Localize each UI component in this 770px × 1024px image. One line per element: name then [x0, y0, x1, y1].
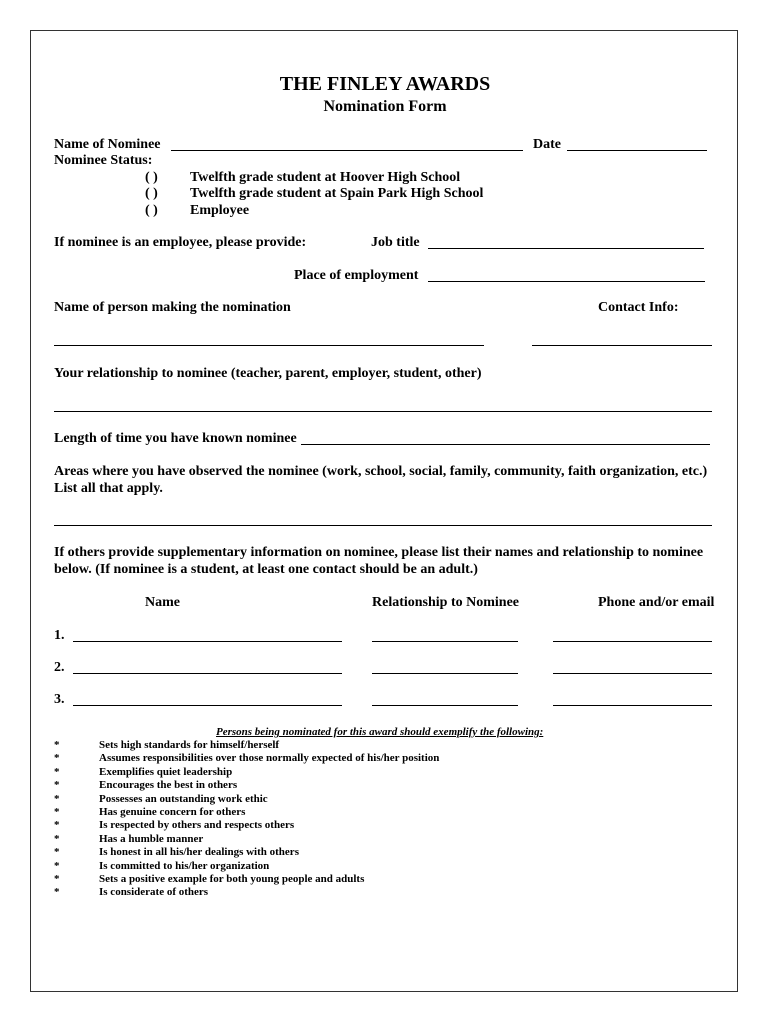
place-of-employment-field[interactable] [428, 267, 705, 281]
areas-label-line2: List all that apply. [54, 481, 163, 496]
criteria-text: Is considerate of others [99, 886, 209, 899]
bullet-star: * [54, 739, 60, 751]
contact-2-name-field[interactable] [73, 659, 342, 673]
contact-info-label: Contact Info: [598, 300, 679, 315]
areas-line [54, 525, 712, 526]
criteria-text: Has a humble manner [99, 832, 204, 845]
supplementary-label-line1: If others provide supplementary information on nominee, please list their names and relationship to nominee [54, 545, 704, 560]
contact-info-line [532, 345, 712, 346]
contact-2-phone-line [553, 673, 712, 674]
criteria-item [54, 793, 268, 806]
length-of-time-field[interactable] [301, 430, 710, 444]
contact-2-phone-field[interactable] [553, 659, 712, 673]
place-of-employment-line [428, 281, 705, 282]
criteria-item [54, 873, 364, 886]
contact-3-relationship-field[interactable] [372, 691, 518, 705]
contact-1-phone-field[interactable] [553, 627, 712, 641]
criteria-item [54, 886, 208, 899]
areas-field[interactable] [54, 511, 712, 525]
bullet-star: * [54, 792, 60, 805]
length-of-time-line [301, 444, 710, 445]
criteria-heading: Persons being nominated for this award should exemplify the following: [216, 726, 544, 738]
criteria-text: Sets high standards for himself/herself [99, 739, 280, 751]
job-title-field[interactable] [428, 234, 704, 248]
contact-3-relationship-line [372, 705, 518, 706]
nominator-line [54, 345, 484, 346]
supplementary-label-line2: below. (If nominee is a student, at least one contact should be an adult.) [54, 562, 478, 577]
contact-3-phone-line [553, 705, 712, 706]
criteria-item [54, 833, 203, 846]
bullet-star: * [54, 779, 60, 792]
criteria-text: Is respected by others and respects others [99, 819, 295, 832]
criteria-text: Is honest in all his/her dealings with others [99, 846, 299, 859]
criteria-item [54, 779, 237, 792]
job-title-label: Job title [371, 235, 420, 250]
bullet-star: * [54, 806, 60, 818]
contact-1-name-field[interactable] [73, 627, 342, 641]
status-checkbox-employee[interactable]: ( ) [145, 203, 158, 218]
criteria-text: Assumes responsibilities over those normally expected of his/her position [99, 752, 440, 765]
contact-3-name-line [73, 705, 342, 706]
nominee-name-line [171, 150, 523, 151]
employee-intro-label: If nominee is an employee, please provide: [54, 235, 307, 250]
status-option-spain-park: Twelfth grade student at Spain Park High School [190, 186, 484, 201]
relationship-label: Your relationship to nominee (teacher, parent, employer, student, other) [54, 366, 482, 381]
criteria-text: Sets a positive example for both young people and adults [99, 873, 365, 885]
contact-3-phone-field[interactable] [553, 691, 712, 705]
relationship-field[interactable] [54, 397, 712, 411]
areas-label-line1: Areas where you have observed the nominee (work, school, social, family, community, faith organization, etc.) [54, 464, 708, 479]
bullet-star: * [54, 873, 60, 885]
criteria-item [54, 806, 245, 819]
bullet-star: * [54, 832, 60, 845]
job-title-line [428, 248, 704, 249]
date-label: Date [533, 137, 561, 152]
criteria-text: Encourages the best in others [99, 779, 238, 792]
bullet-star: * [54, 859, 60, 872]
bullet-star: * [54, 819, 60, 832]
column-header-name: Name [145, 595, 180, 610]
nominator-label: Name of person making the nomination [54, 300, 291, 315]
criteria-item [54, 739, 279, 752]
criteria-text: Possesses an outstanding work ethic [99, 792, 268, 805]
criteria-item [54, 846, 299, 859]
criteria-item [54, 766, 232, 779]
criteria-item [54, 860, 269, 873]
criteria-text: Is committed to his/her organization [99, 859, 270, 872]
date-field[interactable] [567, 136, 707, 150]
criteria-text: Has genuine concern for others [99, 806, 246, 818]
date-line [567, 150, 707, 151]
contact-1-relationship-field[interactable] [372, 627, 518, 641]
nominator-field[interactable] [54, 331, 484, 345]
relationship-line [54, 411, 712, 412]
nominee-name-label: Name of Nominee [54, 137, 161, 152]
row-number-2: 2. [54, 660, 65, 675]
form-title: THE FINLEY AWARDS [279, 73, 491, 95]
status-option-employee: Employee [190, 203, 250, 218]
bullet-star: * [54, 765, 60, 778]
nominee-name-field[interactable] [171, 136, 523, 150]
contact-1-relationship-line [372, 641, 518, 642]
status-checkbox-hoover[interactable]: ( ) [145, 170, 158, 185]
nominee-status-label: Nominee Status: [54, 153, 153, 168]
place-of-employment-label: Place of employment [294, 268, 419, 283]
contact-3-name-field[interactable] [73, 691, 342, 705]
status-option-hoover: Twelfth grade student at Hoover High School [190, 170, 461, 185]
row-number-1: 1. [54, 628, 65, 643]
contact-info-field[interactable] [532, 331, 712, 345]
column-header-phone-email: Phone and/or email [598, 595, 715, 610]
row-number-3: 3. [54, 692, 65, 707]
contact-2-name-line [73, 673, 342, 674]
contact-1-phone-line [553, 641, 712, 642]
contact-1-name-line [73, 641, 342, 642]
bullet-star: * [54, 886, 60, 899]
form-subtitle: Nomination Form [323, 98, 447, 115]
column-header-relationship: Relationship to Nominee [372, 595, 519, 610]
criteria-text: Exemplifies quiet leadership [99, 765, 233, 778]
length-of-time-label: Length of time you have known nominee [54, 431, 297, 446]
contact-2-relationship-field[interactable] [372, 659, 518, 673]
criteria-item [54, 752, 439, 765]
criteria-item [54, 819, 294, 832]
bullet-star: * [54, 752, 60, 765]
bullet-star: * [54, 846, 60, 859]
contact-2-relationship-line [372, 673, 518, 674]
status-checkbox-spain-park[interactable]: ( ) [145, 186, 158, 201]
